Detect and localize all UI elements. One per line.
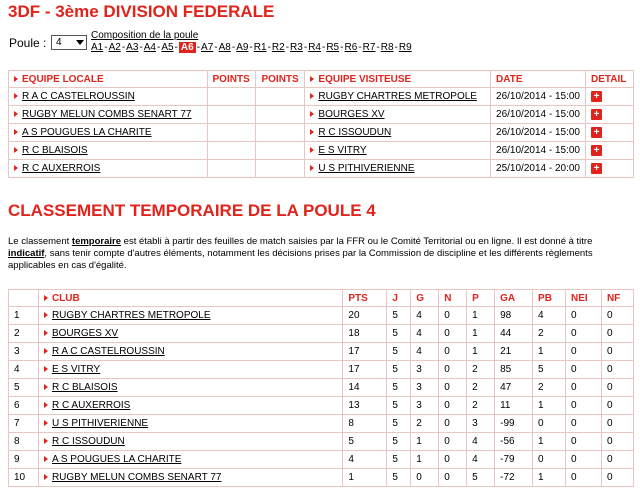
nf-cell: 0	[601, 433, 633, 451]
nei-cell: 0	[566, 325, 602, 343]
pb-cell: 2	[533, 379, 566, 397]
home-team-link[interactable]: R C BLAISOIS	[22, 145, 88, 156]
poule-link-a2[interactable]: A2	[108, 42, 121, 53]
p-cell: 1	[467, 307, 495, 325]
home-team-cell	[9, 106, 208, 124]
pts-cell: 5	[343, 433, 387, 451]
poule-link-a9[interactable]: A9	[236, 42, 249, 53]
nf-cell: 0	[601, 397, 633, 415]
ga-cell: -72	[495, 469, 533, 487]
j-cell: 5	[387, 469, 411, 487]
away-points-cell	[256, 88, 305, 106]
club-link[interactable]: R C AUXERROIS	[51, 400, 131, 411]
triangle-icon	[44, 312, 48, 318]
g-cell: 3	[411, 397, 439, 415]
home-team-cell	[9, 160, 208, 178]
p-cell: 4	[467, 451, 495, 469]
home-team-cell	[9, 88, 208, 106]
header-g: G	[411, 290, 439, 307]
away-team-cell	[305, 142, 491, 160]
triangle-icon	[310, 111, 314, 117]
pb-cell: 1	[533, 433, 566, 451]
link-separator: -	[139, 42, 143, 53]
home-points-cell	[207, 106, 256, 124]
link-separator: -	[358, 42, 362, 53]
club-cell	[38, 433, 342, 451]
triangle-icon	[310, 129, 314, 135]
pb-cell: 2	[533, 325, 566, 343]
ranking-title: CLASSEMENT TEMPORAIRE DE LA POULE 4	[8, 201, 376, 220]
club-cell	[38, 469, 342, 487]
away-team-cell	[305, 88, 491, 106]
home-points-cell	[207, 124, 256, 142]
header-detail: DETAIL	[586, 71, 634, 88]
poule-link-a5[interactable]: A5	[161, 42, 174, 53]
link-separator: -	[121, 42, 126, 53]
p-cell: 2	[467, 397, 495, 415]
link-separator: -	[156, 42, 161, 53]
p-cell: 3	[467, 415, 495, 433]
pts-cell: 17	[343, 361, 387, 379]
triangle-icon	[14, 111, 18, 117]
away-team-link[interactable]: BOURGES XV	[318, 109, 385, 120]
poule-link-r1[interactable]: R1	[253, 42, 267, 53]
triangle-icon	[14, 76, 18, 82]
home-points-cell	[207, 142, 256, 160]
detail-cell	[586, 124, 634, 142]
ga-cell: -79	[495, 451, 533, 469]
away-points-cell	[256, 124, 305, 142]
poule-link-r5[interactable]: R5	[326, 42, 340, 53]
triangle-icon	[14, 165, 18, 171]
nei-cell: 0	[566, 469, 602, 487]
match-row	[9, 88, 634, 106]
club-cell	[38, 415, 342, 433]
link-separator: -	[321, 42, 326, 53]
link-separator: -	[196, 42, 201, 53]
home-team-link[interactable]: R C AUXERROIS	[22, 163, 101, 174]
page-title: 3DF - 3ème DIVISION FEDERALE	[8, 2, 275, 21]
ga-cell: -99	[495, 415, 533, 433]
pts-cell: 8	[343, 415, 387, 433]
header-pb: PB	[533, 290, 566, 307]
match-date: 25/10/2014 - 20:00	[491, 160, 586, 178]
p-cell: 1	[467, 343, 495, 361]
matches-table	[8, 70, 634, 178]
link-separator: -	[231, 42, 236, 53]
detail-cell	[586, 88, 634, 106]
home-points-cell	[207, 160, 256, 178]
header-points-away: POINTS	[256, 71, 305, 88]
pb-cell: 0	[533, 415, 566, 433]
pts-cell: 4	[343, 451, 387, 469]
ranking-row	[9, 361, 634, 379]
home-team-link[interactable]: RUGBY MELUN COMBS SENART 77	[22, 109, 192, 120]
p-cell: 1	[467, 325, 495, 343]
header-rank	[9, 290, 39, 307]
poule-link-r9[interactable]: R9	[398, 42, 412, 53]
g-cell: 2	[411, 415, 439, 433]
nf-cell: 0	[601, 325, 633, 343]
pb-cell: 1	[533, 469, 566, 487]
rank-cell: 9	[9, 451, 39, 469]
poule-select[interactable]	[51, 35, 87, 50]
rank-cell: 6	[9, 397, 39, 415]
away-points-cell	[256, 142, 305, 160]
ranking-row	[9, 379, 634, 397]
header-n: N	[439, 290, 467, 307]
header-away-team: EQUIPE VISITEUSE	[305, 71, 491, 88]
nei-cell: 0	[566, 451, 602, 469]
nf-cell: 0	[601, 451, 633, 469]
poule-link-r7[interactable]: R7	[362, 42, 376, 53]
nf-cell: 0	[601, 343, 633, 361]
header-p: P	[467, 290, 495, 307]
n-cell: 0	[439, 361, 467, 379]
g-cell: 3	[411, 379, 439, 397]
pts-cell: 18	[343, 325, 387, 343]
club-link[interactable]: R C BLAISOIS	[51, 382, 118, 393]
triangle-icon	[310, 93, 314, 99]
triangle-icon	[14, 147, 18, 153]
nf-cell: 0	[601, 379, 633, 397]
n-cell: 0	[439, 433, 467, 451]
triangle-icon	[310, 76, 314, 82]
club-cell	[38, 343, 342, 361]
club-cell	[38, 451, 342, 469]
n-cell: 0	[439, 415, 467, 433]
chevron-down-icon	[76, 40, 84, 45]
nf-cell: 0	[601, 415, 633, 433]
j-cell: 5	[387, 343, 411, 361]
match-row	[9, 124, 634, 142]
club-cell	[38, 361, 342, 379]
ga-cell: 11	[495, 397, 533, 415]
n-cell: 0	[439, 397, 467, 415]
rank-cell: 3	[9, 343, 39, 361]
ranking-row	[9, 415, 634, 433]
pb-cell: 4	[533, 307, 566, 325]
poule-link-r8[interactable]: R8	[380, 42, 394, 53]
p-cell: 5	[467, 469, 495, 487]
poule-link-a6[interactable]: A6	[180, 42, 194, 53]
club-link[interactable]: U S PITHIVERIENNE	[51, 418, 149, 429]
triangle-icon	[44, 366, 48, 372]
poule-link-r4[interactable]: R4	[308, 42, 321, 53]
club-cell	[38, 397, 342, 415]
match-row	[9, 106, 634, 124]
nei-cell: 0	[566, 433, 602, 451]
home-team-link[interactable]: R A C CASTELROUSSIN	[22, 91, 135, 102]
poule-link-a1[interactable]: A1	[91, 42, 104, 53]
link-separator: -	[285, 42, 290, 53]
poule-link-r3[interactable]: R3	[290, 42, 303, 53]
match-date: 26/10/2014 - 15:00	[491, 142, 586, 160]
club-cell	[38, 307, 342, 325]
ga-cell: 47	[495, 379, 533, 397]
club-link[interactable]: BOURGES XV	[51, 328, 119, 339]
away-team-cell	[305, 106, 491, 124]
j-cell: 5	[387, 451, 411, 469]
ranking-row	[9, 433, 634, 451]
triangle-icon	[44, 420, 48, 426]
rank-cell: 7	[9, 415, 39, 433]
p-cell: 2	[467, 379, 495, 397]
club-link[interactable]: RUGBY CHARTRES METROPOLE	[51, 310, 211, 321]
pts-cell: 17	[343, 343, 387, 361]
club-link[interactable]: A S POUGUES LA CHARITE	[51, 454, 182, 465]
header-nei: NEI	[566, 290, 602, 307]
triangle-icon	[44, 348, 48, 354]
poule-select-value: 4	[56, 37, 62, 48]
rank-cell: 4	[9, 361, 39, 379]
club-cell	[38, 379, 342, 397]
j-cell: 5	[387, 415, 411, 433]
n-cell: 0	[439, 379, 467, 397]
triangle-icon	[44, 456, 48, 462]
club-link[interactable]: R C ISSOUDUN	[51, 436, 125, 447]
match-date: 26/10/2014 - 15:00	[491, 106, 586, 124]
poule-link-r2[interactable]: R2	[271, 42, 285, 53]
ranking-row	[9, 307, 634, 325]
g-cell: 4	[411, 325, 439, 343]
ranking-row	[9, 325, 634, 343]
match-row	[9, 142, 634, 160]
plus-icon[interactable]: +	[591, 109, 602, 120]
home-team-cell	[9, 124, 208, 142]
triangle-icon	[14, 93, 18, 99]
nf-cell: 0	[601, 469, 633, 487]
nei-cell: 0	[566, 307, 602, 325]
rank-cell: 10	[9, 469, 39, 487]
ga-cell: -56	[495, 433, 533, 451]
home-team-cell	[9, 142, 208, 160]
detail-cell	[586, 106, 634, 124]
link-separator: -	[104, 42, 108, 53]
away-team-link[interactable]: RUGBY CHARTRES METROPOLE	[318, 91, 477, 102]
plus-icon[interactable]: +	[591, 91, 602, 102]
triangle-icon	[44, 384, 48, 390]
p-cell: 2	[467, 361, 495, 379]
match-row	[9, 160, 634, 178]
link-separator: -	[340, 42, 344, 53]
triangle-icon	[44, 438, 48, 444]
triangle-icon	[44, 330, 48, 336]
header-points-home: POINTS	[207, 71, 256, 88]
link-separator: -	[394, 42, 398, 53]
j-cell: 5	[387, 433, 411, 451]
nf-cell: 0	[601, 307, 633, 325]
rank-cell: 1	[9, 307, 39, 325]
g-cell: 0	[411, 469, 439, 487]
j-cell: 5	[387, 361, 411, 379]
header-ga: GA	[495, 290, 533, 307]
ranking-table	[8, 289, 634, 487]
ga-cell: 98	[495, 307, 533, 325]
pts-cell: 13	[343, 397, 387, 415]
pts-cell: 1	[343, 469, 387, 487]
plus-icon[interactable]: +	[591, 145, 602, 156]
away-points-cell	[256, 160, 305, 178]
detail-cell	[586, 160, 634, 178]
j-cell: 5	[387, 307, 411, 325]
link-separator: -	[249, 42, 253, 53]
link-separator: -	[214, 42, 218, 53]
triangle-icon	[44, 402, 48, 408]
triangle-icon	[310, 165, 314, 171]
triangle-icon	[44, 295, 48, 301]
p-cell: 4	[467, 433, 495, 451]
poule-link-a4[interactable]: A4	[143, 42, 156, 53]
away-points-cell	[256, 106, 305, 124]
pb-cell: 5	[533, 361, 566, 379]
nf-cell: 0	[601, 361, 633, 379]
link-separator: -	[267, 42, 271, 53]
n-cell: 0	[439, 307, 467, 325]
header-home-team: EQUIPE LOCALE	[9, 71, 208, 88]
g-cell: 4	[411, 307, 439, 325]
j-cell: 5	[387, 379, 411, 397]
pb-cell: 1	[533, 343, 566, 361]
ranking-row	[9, 343, 634, 361]
poule-link-r6[interactable]: R6	[344, 42, 358, 53]
poule-link-a7[interactable]: A7	[201, 42, 214, 53]
rank-cell: 5	[9, 379, 39, 397]
ranking-row	[9, 397, 634, 415]
g-cell: 4	[411, 343, 439, 361]
triangle-icon	[44, 474, 48, 480]
header-club: CLUB	[38, 290, 342, 307]
n-cell: 0	[439, 343, 467, 361]
triangle-icon	[310, 147, 314, 153]
nei-cell: 0	[566, 343, 602, 361]
poule-link-a3[interactable]: A3	[126, 42, 139, 53]
ranking-row	[9, 469, 634, 487]
header-nf: NF	[601, 290, 633, 307]
away-team-cell	[305, 124, 491, 142]
poule-label: Poule :	[9, 36, 47, 50]
pb-cell: 0	[533, 451, 566, 469]
club-link[interactable]: RUGBY MELUN COMBS SENART 77	[51, 472, 222, 483]
away-team-link[interactable]: U S PITHIVERIENNE	[318, 163, 415, 174]
j-cell: 5	[387, 325, 411, 343]
nei-cell: 0	[566, 415, 602, 433]
away-team-link[interactable]: R C ISSOUDUN	[318, 127, 392, 138]
g-cell: 3	[411, 361, 439, 379]
match-date: 26/10/2014 - 15:00	[491, 88, 586, 106]
rank-cell: 2	[9, 325, 39, 343]
match-date: 26/10/2014 - 15:00	[491, 124, 586, 142]
nei-cell: 0	[566, 397, 602, 415]
link-separator: -	[174, 42, 178, 53]
pb-cell: 1	[533, 397, 566, 415]
ranking-header-row	[9, 290, 634, 307]
link-separator: -	[303, 42, 308, 53]
away-team-link[interactable]: E S VITRY	[318, 145, 367, 156]
n-cell: 0	[439, 451, 467, 469]
link-separator: -	[376, 42, 380, 53]
detail-cell	[586, 142, 634, 160]
ga-cell: 21	[495, 343, 533, 361]
nei-cell: 0	[566, 361, 602, 379]
club-link[interactable]: E S VITRY	[51, 364, 101, 375]
j-cell: 5	[387, 397, 411, 415]
header-pts: PTS	[343, 290, 387, 307]
n-cell: 0	[439, 325, 467, 343]
nei-cell: 0	[566, 379, 602, 397]
matches-header-row	[9, 71, 634, 88]
g-cell: 1	[411, 451, 439, 469]
plus-icon[interactable]: +	[591, 163, 602, 174]
triangle-icon	[14, 129, 18, 135]
composition-link[interactable]: Composition de la poule	[91, 30, 199, 41]
header-date: DATE	[491, 71, 586, 88]
header-j: J	[387, 290, 411, 307]
ranking-row	[9, 451, 634, 469]
pts-cell: 14	[343, 379, 387, 397]
rank-cell: 8	[9, 433, 39, 451]
club-cell	[38, 325, 342, 343]
poule-links	[91, 42, 412, 53]
pts-cell: 20	[343, 307, 387, 325]
club-link[interactable]: R A C CASTELROUSSIN	[51, 346, 165, 357]
plus-icon[interactable]: +	[591, 127, 602, 138]
ranking-notice: Le classement temporaire est établi à partir des feuilles de match saisies par la FFR ou le Comité Territorial ou en ligne. Il est donné à titre indicatif, sans tenir compte d'autres éléments, notamment les décisions prises par la Commission de discipline et les différents règlements applicables en cas d'égalité.	[8, 236, 593, 271]
away-team-cell	[305, 160, 491, 178]
home-team-link[interactable]: A S POUGUES LA CHARITE	[22, 127, 152, 138]
g-cell: 1	[411, 433, 439, 451]
home-points-cell	[207, 88, 256, 106]
ga-cell: 85	[495, 361, 533, 379]
n-cell: 0	[439, 469, 467, 487]
poule-link-a8[interactable]: A8	[218, 42, 231, 53]
ga-cell: 44	[495, 325, 533, 343]
